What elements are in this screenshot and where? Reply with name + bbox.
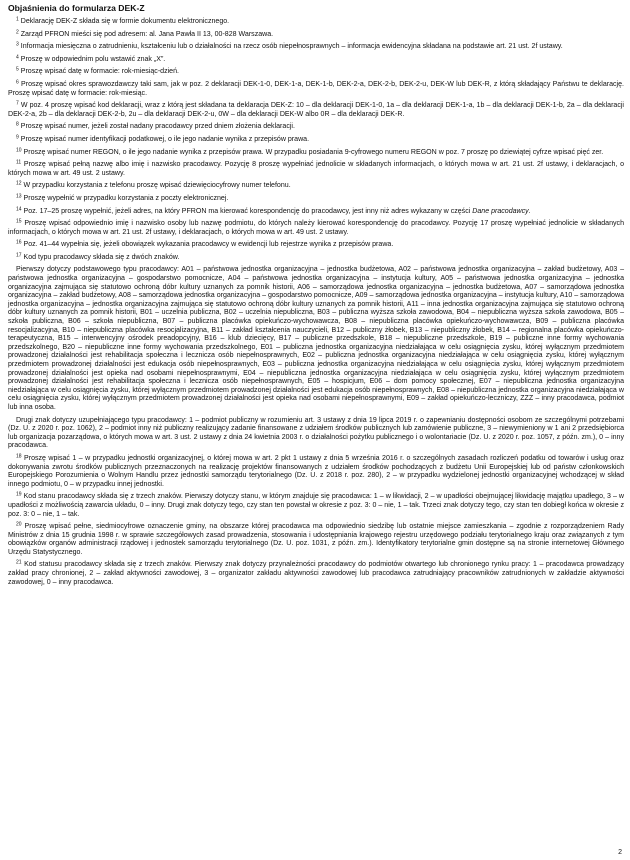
footnote-text: Poz. 17–25 proszę wypełnić, jeżeli adres, na który PFRON ma kierować korespondencję do pracodawcy, jest inny niż adres wykazany w części (23, 207, 473, 215)
footnote (8, 136, 624, 145)
footnote-number: 17 (16, 252, 22, 259)
footnote-text: Proszę wpisać 1 – w przypadku jednostki organizacyjnej, o której mowa w art. 2 pkt 1 ustawy z dnia 5 września 2016 r. o szczególnych zasadach rozliczeń podatku od towarów i usług oraz dokonywania zwrotu środków publicznych przeznaczonych na realizację projektów finansowanych z udziałem środków pochodzących z budżetu Unii Europejskiej lub od państw członkowskich Europejskiego Porozumienia o Wolnym Handlu przez jednostki samorządu terytorialnego (Dz. U. z 2018 r. poz. 280), 2 – w przypadku wydzielonej jednostki organizacyjnej wchodzącej w skład innego podmiotu, 0 – w przypadku innej jednostki. (8, 454, 624, 488)
footnote (8, 31, 624, 40)
footnote-text: Zarząd PFRON mieści się pod adresem: al. Jana Pawła II 13, 00-828 Warszawa. (20, 30, 274, 38)
footnote-text: Proszę wpisać pełną nazwę albo imię i nazwisko pracodawcy. Pozycję 8 proszę wypełniać jednolicie w składanych informacjach, o których mowa w art. 21 ust. 2f ustawy, i deklaracjach, o których mowa w art. 49 ust. 2 ustawy. (8, 161, 624, 177)
footnote (8, 523, 624, 557)
footnote-number: 12 (16, 180, 22, 187)
footnote (8, 182, 624, 191)
footnote-number: 9 (16, 134, 19, 141)
footnote-text: Drugi znak dotyczy uzupełniającego typu pracodawcy: 1 – podmiot publiczny w rozumieniu art. 3 ustawy z dnia 19 lipca 2019 r. o zapewnianiu dostępności osobom ze szczególnymi potrzebami (Dz. U. z 2020 r. poz. 1062), 2 – podmiot inny niż publiczny realizujący zadanie finansowane z udziałem środków publicznych lub zamówienie publiczne, 3 – niewymieniony w 1 ani 2 przedsiębiorca lub organizacja pozarządowa, o których mowa w art. 3 ust. 2 ustawy z dnia 24 kwietnia 2003 r. o działalności pożytku publicznego i o wolontariacie (Dz. U. z 2020 r. poz. 1057, z późn. zm.), 0 – inny pracodawca. (8, 416, 624, 450)
footnote-text: Proszę wpisać okres sprawozdawczy taki sam, jak w poz. 2 deklaracji DEK-1-0, DEK-1-a, DEK-1-b, DEK-2-a, DEK-2-b, DEK-2-u, DEK-W lub DEK-R, z którą składający Państwu te deklarację. Proszę wpisać datę w formacie: rok-miesiąc. (8, 80, 625, 97)
footnote-text: Deklarację DEK-Z składa się w formie dokumentu elektronicznego. (20, 18, 230, 25)
footnote-number: 8 (16, 121, 19, 128)
footnote (8, 220, 624, 237)
footnote-number: 18 (16, 453, 22, 460)
footnote (8, 561, 624, 587)
footnote (8, 18, 624, 27)
footnote-text: W poz. 4 proszę wpisać kod deklaracji, wraz z którą jest składana ta deklaracja DEK-Z: 10 – dla deklaracji DEK-1-0, 1a – dla deklaracji DEK-1-a, 1b – dla deklaracji DEK-1-b, 2a – dla deklaracji DEK-2-a, 2b – dla deklaracji DEK-2-b, 2u – dla deklaracji DEK-2-u, 0W – dla deklaracji DEK-W albo 0R – dla deklaracji DEK-R. (8, 102, 624, 118)
footnote-text: Proszę wypełnić w przypadku korzystania z poczty elektronicznej. (23, 194, 229, 202)
footnote-text-end: . (528, 207, 531, 215)
footnote-number: 16 (16, 239, 22, 246)
footnote-text: Proszę wpisać numer identyfikacji podatkowej, o ile jego nadanie wynika z przepisów prawa. (20, 135, 310, 143)
footnote-number: 5 (16, 66, 19, 73)
footnote (8, 195, 624, 204)
footnote-number: 20 (16, 521, 22, 528)
page-number: 2 (618, 849, 622, 856)
footnote (8, 161, 624, 178)
footnote-text: Proszę wpisać pełne, siedmiocyfrowe oznaczenie gminy, na obszarze której pracodawca ma odpowiednio siedzibę lub ostatnie miejsce zamieszkania – zgodnie z rozporządzeniem Rady Ministrów z dnia 15 grudnia 1998 r. w sprawie szczegółowych zasad prowadzenia, stosowania i udostępniania krajowego rejestru urzędowego podziału terytorialnego kraju oraz związanych z tym obowiązków organów administracji rządowej i jednostek samorządu terytorialnego (Dz. U. poz. 1031, z późn. zm.). Identyfikatory terytorialne gmin dostępne są na stronie internetowej Głównego Urzędu Statystycznego. (8, 523, 624, 556)
footnote (8, 43, 624, 52)
footnote-text: Informacja miesięczna o zatrudnieniu, kształceniu lub o działalności na rzecz osób niepełnosprawnych – informacja ewidencyjna składana na podstawie art. 21 ust. 2f ustawy. (20, 43, 563, 51)
footnote (8, 102, 624, 119)
footnote-text: Kod statusu pracodawcy składa się z trzech znaków. Pierwszy znak dotyczy przynależności pracodawcy do podmiotów otwartego lub chronionego rynku pracy: 1 – pracodawca prowadzący zakład pracy chronionej, 2 – zakład aktywności zawodowej, 3 – organizator zakładu aktywności zawodowej lub pracodawca zatrudniający pracowników zatrudnionych w zakładzie aktywności zawodowej, 0 – inny pracodawca. (8, 561, 624, 586)
footnote-text: Kod stanu pracodawcy składa się z trzech znaków. Pierwszy dotyczy stanu, w którym znajduje się pracodawca: 1 – w likwidacji, 2 – w upadłości obejmującej likwidację majątku upadłego, 3 – w upadłości z możliwością zawarcia układu, 0 – inny. Drugi znak dotyczy tego, czy stan ten powstał w okresie z poz. 3: 0 – nie, 1 – tak. Trzeci znak dotyczy tego, czy stan ten dobiegł końca w okresie z poz. 3: 0 – nie, 1 – tak. (8, 493, 624, 518)
footnote (8, 241, 624, 250)
footnote (8, 266, 624, 412)
footnote (8, 455, 624, 489)
footnote-number: 4 (16, 54, 19, 61)
footnote-text: Poz. 41–44 wypełnia się, jeżeli obowiązek wykazania pracodawcy w ewidencji lub rejestrze wynika z przepisów prawa. (23, 241, 394, 249)
footnote-number: 3 (16, 41, 19, 48)
footnote-number: 6 (16, 79, 19, 86)
footnote (8, 208, 624, 217)
footnote-text: Proszę wpisać numer, jeżeli został nadany pracodawcy przed dniem złożenia deklaracji. (20, 123, 295, 131)
footnote-number: 10 (16, 147, 22, 154)
footnote-text: Proszę wpisać numer REGON, o ile jego nadanie wynika z przepisów prawa. W przypadku posiadania 9-cyfrowego numeru REGON w poz. 7 proszę po dziewiątej cyfrze wpisać pięć zer. (23, 148, 604, 156)
footnote-number: 2 (16, 29, 19, 36)
footnote-number: 7 (16, 100, 19, 107)
footnote (8, 149, 624, 158)
footnote-italic-text: Dane pracodawcy (472, 207, 529, 215)
footnote-number: 11 (16, 159, 22, 166)
footnote-number: 15 (16, 218, 22, 225)
footnote (8, 493, 624, 519)
footnote-text: Proszę wpisać datę w formacie: rok-miesiąc-dzień. (20, 68, 179, 76)
footnote (8, 81, 624, 98)
footnote-text: W przypadku korzystania z telefonu proszę wpisać dziewięciocyfrowy numer telefonu. (23, 182, 291, 190)
footnote-text: Proszę w odpowiednim polu wstawić znak „X”. (20, 55, 166, 63)
footnote-number: 21 (16, 559, 22, 566)
footnote-text: Kod typu pracodawcy składa się z dwóch znaków. (23, 253, 180, 261)
footnote-number: 19 (16, 491, 22, 498)
footnote-text: Pierwszy dotyczy podstawowego typu pracodawcy: A01 – państwowa jednostka organizacyjna – jednostka budżetowa, A02 – państwowa jednostka organizacyjna – zakład budżetowy, A03 – państwowa jednostka organizacyjna – gospodarstwo pomocnicze, A04 – państwowa jednostka organizacyjna – instytucja kultury, A05 – państwowa jednostka organizacyjna – jednostka organizacyjna zajmująca się statutowo ochroną dóbr kultury uznanych za pomnik historii, A06 – samorządowa jednostka organizacyjna – jednostka budżetowa, A07 – samorządowa jednostka organizacyjna – zakład budżetowy, A08 – samorządowa jednostka organizacyjna – gospodarstwo pomocnicze, A09 – samorządowa jednostka organizacyjna – instytucja kultury, A10 – samorządowa jednostka organizacyjna – jednostka organizacyjna zajmująca się statutowo ochroną dóbr kultury uznanych za pomnik historii, A11 – inna jednostka organizacyjna zajmująca się statutowo ochroną dóbr kultury uznanych za pomnik historii, B01 – uczelnia publiczna, B02 – uczelnia niepubliczna, B03 – publiczna wyższa szkoła zawodowa, B04 – niepubliczna wyższa szkoła zawodowa, B05 – szkoła publiczna, B06 – szkoła niepubliczna, B07 – publiczna placówka opiekuńczo-wychowawcza, B08 – niepubliczna placówka opiekuńczo-wychowawcza, B09 – publiczna placówka resocjalizacyjna, B10 – niepubliczna placówka resocjalizacyjna, B11 – zakład kształcenia nauczycieli, B12 – publiczny żłobek, B13 – niepubliczny żłobek, B14 – regionalna placówka opiekuńczo-terapeutyczna, B15 – interwencyjny ośrodek preadopcyjny, B16 – klub dziecięcy, B17 – publiczne przedszkole, B18 – niepubliczne przedszkole, B19 – publiczne inne formy wychowania przedszkolnego, B20 – niepubliczne inne formy wychowania przedszkolnego, E01 – publiczna jednostka organizacyjna niedziałająca w celu osiągnięcia zysku, której wyłącznym przedmiotem prowadzonej działalności jest rehabilitacja społeczna i lecznicza osób niepełnosprawnych, E02 – publiczna jednostka organizacyjna niedziałająca w celu osiągnięcia zysku, której wyłącznym przedmiotem prowadzonej działalności jest edukacja osób niepełnosprawnych, E03 – publiczna jednostka organizacyjna niedziałająca w celu osiągnięcia zysku, której wyłącznym przedmiotem prowadzonej działalności jest opieka nad osobami niepełnosprawnymi, E04 – niepubliczna jednostka organizacyjna niedziałająca w celu osiągnięcia zysku, której wyłącznym przedmiotem prowadzonej działalności jest rehabilitacja społeczna i lecznicza osób niepełnosprawnych, E05 – hospicjum, E06 – dom pomocy społecznej, E07 – niepubliczna jednostka organizacyjna niedziałająca w celu osiągnięcia zysku, której wyłącznym przedmiotem prowadzonej działalności jest edukacja osób niepełnosprawnych, E08 – niepubliczna jednostka organizacyjna niedziałająca w celu osiągnięcia zysku, której wyłącznym przedmiotem prowadzonej działalności jest opieka nad osobami niepełnosprawnymi, E09 – zakład opiekuńczo-leczniczy, ZZZ – inny pracodawca, podmiot lub inna osoba. (8, 266, 624, 411)
footnote-number: 1 (16, 16, 19, 23)
footnote (8, 254, 624, 263)
footnote (8, 56, 624, 65)
footnote-number: 13 (16, 193, 22, 200)
footnote (8, 68, 624, 77)
footnote-list (8, 18, 624, 587)
footnote (8, 123, 624, 132)
page-title: Objaśnienia do formularza DEK-Z (8, 3, 145, 13)
footnote (8, 417, 624, 451)
footnote-number: 14 (16, 206, 22, 212)
footnote-text: Proszę wpisać odpowiednio imię i nazwisko osoby lub nazwę podmiotu, do których należy kierować korespondencję do pracodawcy. Pozycję 17 proszę wypełniać jednolicie w składanych informacjach, o których mowa w art. 21 ust. 2f ustawy, i deklaracjach, o których mowa w art. 49 ust. 2 ustawy. (8, 220, 624, 236)
